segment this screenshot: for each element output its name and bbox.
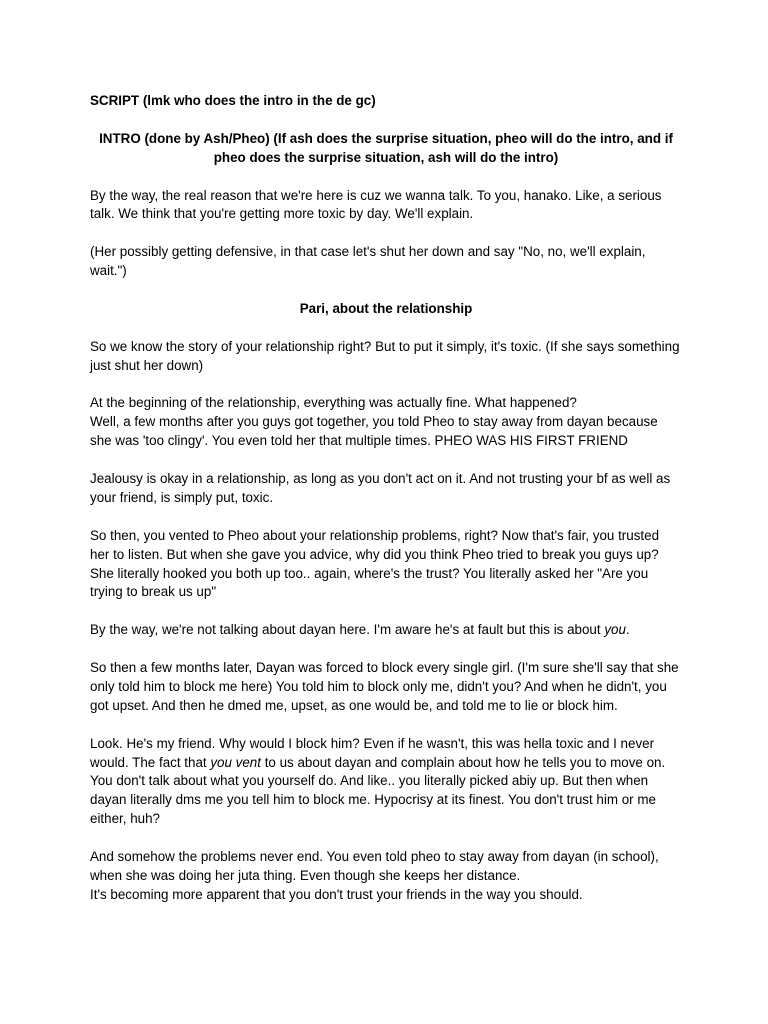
look-text-b: to us about dayan and complain about how he tells you to move on. You don't talk about what you yourself do. And like.. you literally picked abiy up. But then when dayan literally dms me you tell him to block me. Hypocrisy at its finest. You don't trust him or me either, huh? — [90, 754, 666, 827]
paragraph-look — [90, 735, 682, 830]
defensive-note: (Her possibly getting defensive, in that case let's shut her down and say "No, no, we'll explain, wait.") — [90, 244, 646, 279]
script-heading: SCRIPT (lmk who does the intro in the de gc) — [90, 93, 376, 108]
paragraph-story: So we know the story of your relationship right? But to put it simply, it's toxic. (If she says something just shut her down) — [90, 338, 680, 373]
paragraph-jealousy: Jealousy is okay in a relationship, as long as you don't act on it. And not trusting your bf as well as your friend, is simply put, toxic. — [90, 471, 671, 505]
intro-paragraph: By the way, the real reason that we're here is cuz we wanna talk. To you, hanako. Like, a serious talk. We think that you're getting more toxic by day. We'll explain. — [90, 187, 662, 222]
by-the-way-emphasis: you — [604, 622, 626, 638]
pari-heading: Pari, about the relationship — [299, 300, 473, 316]
intro-heading: INTRO (done by Ash/Pheo) (If ash does the surprise situation, pheo will do the intro, and if pheo does the surprise situation, ash will do the intro) — [99, 130, 673, 165]
paragraph-by-the-way — [90, 621, 682, 640]
by-the-way-text: By the way, we're not talking about dayan here. I'm aware he's at fault but this is about — [90, 622, 605, 638]
document-body — [90, 92, 682, 905]
paragraph-vented: So then, you vented to Pheo about your relationship problems, right? Now that's fair, you trusted her to listen. But when she gave you advice, why did you think Pheo tried to break you guys up? She literally hooked you both up too.. again, where's the trust? You literally asked her "Are you trying to break us up" — [90, 527, 660, 600]
look-emphasis: you vent — [210, 754, 261, 770]
look-text-a: Look. He's my friend. Why would I block him? Even if he wasn't, this was hella toxic and I never would. The fact that — [90, 735, 655, 770]
paragraph-apparent: It's becoming more apparent that you don't trust your friends in the way you should. — [90, 886, 583, 902]
paragraph-beginning: At the beginning of the relationship, everything was actually fine. What happened? — [90, 395, 577, 411]
paragraph-problems: And somehow the problems never end. You even told pheo to stay away from dayan (in school), when she was doing her juta thing. Even though she keeps her distance. — [90, 849, 659, 883]
paragraph-block: So then a few months later, Dayan was forced to block every single girl. (I'm sure she'll say that she only told him to block me here) You told him to block only me, didn't you? And when he didn't, you got upset. And then he dmed me, upset, as one would be, and told me to lie or block him. — [90, 660, 679, 713]
by-the-way-end: . — [625, 622, 630, 638]
paragraph-few-months: Well, a few months after you guys got together, you told Pheo to stay away from dayan because she was 'too clingy'. You even told her that multiple times. PHEO WAS HIS FIRST FRIEND — [90, 414, 658, 449]
